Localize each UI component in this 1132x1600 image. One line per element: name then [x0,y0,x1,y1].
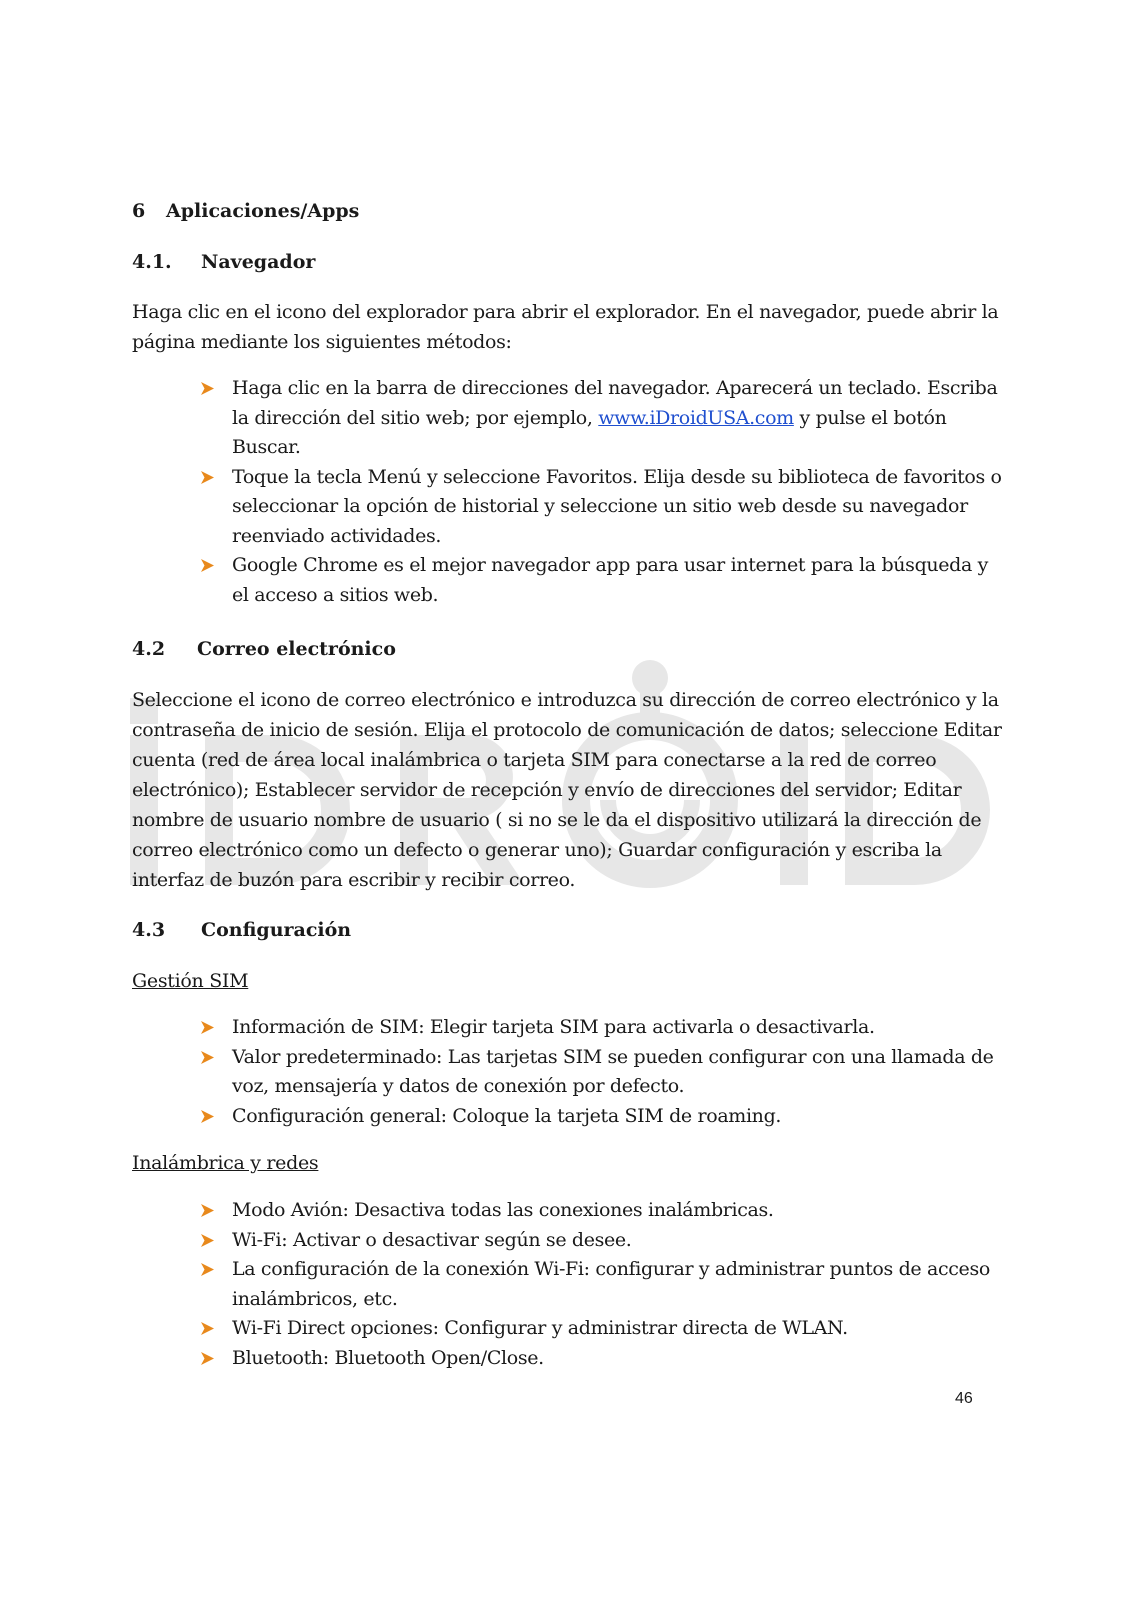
list-item [200,1043,1010,1102]
gestion-sim-subheading: Gestión SIM [132,970,249,992]
bullet-text: Wi-Fi: Activar o desactivar según se desee. [232,1228,632,1251]
navegador-bullet-list [200,374,1010,610]
idroidusa-link[interactable]: www.iDroidUSA.com [598,406,794,429]
section-4-2-number: 4.2 [132,638,166,660]
section-6-number: 6 [132,200,146,222]
arrow-bullet-icon [200,1203,215,1218]
bullet-text: Toque la tecla Menú y seleccione Favoritos. Elija desde su biblioteca de favoritos o seleccionar la opción de historial y seleccione un sitio web desde su navegador reenviado actividades. [232,465,1002,547]
section-4-2-heading [132,637,1002,661]
section-6-title: Aplicaciones/Apps [166,200,360,222]
section-4-2-title: Correo electrónico [197,638,396,660]
section-4-3-heading [132,918,1002,942]
list-item [200,1013,1010,1043]
list-item [200,1314,1010,1344]
bullet-text-before-link: Haga clic en la barra de direcciones del navegador. Aparecerá un teclado. Escriba la dirección del sitio web; por ejemplo, [232,377,998,429]
list-item [200,551,1010,610]
section-4-1-heading [132,250,1002,274]
arrow-bullet-icon [200,1233,215,1248]
bullet-text: Google Chrome es el mejor navegador app para usar internet para la búsqueda y el acceso a sitios web. [232,554,989,606]
section-4-1-title: Navegador [201,251,316,273]
arrow-bullet-icon [200,1109,215,1124]
section-4-1-number: 4.1. [132,251,172,273]
bullet-text: Información de SIM: Elegir tarjeta SIM para activarla o desactivarla. [232,1016,875,1038]
arrow-bullet-icon [200,1050,215,1065]
list-item [200,1102,1010,1132]
correo-paragraph: Seleccione el icono de correo electrónico e introduzca su dirección de correo electrónico y la contraseña de inicio de sesión. Elija el protocolo de comunicación de datos; seleccione Editar cuenta (red de área local inalámbrica o tarjeta SIM para conectarse a la red de correo electrónico); Establecer servidor de recepción y envío de direcciones del servidor; Editar nombre de usuario nombre de usuario ( si no se le da el dispositivo utilizará la dirección de correo electrónico como un defecto o generar uno); Guardar configuración y escriba la interfaz de buzón para escribir y recibir correo. [132,689,1002,891]
section-4-3-title: Configuración [201,919,352,941]
arrow-bullet-icon [200,1351,215,1366]
inalambrica-subheading: Inalámbrica y redes [132,1152,319,1174]
arrow-bullet-icon [200,470,215,485]
list-item [200,1255,1010,1314]
list-item [200,1226,1010,1256]
bullet-text: Modo Avión: Desactiva todas las conexiones inalámbricas. [232,1199,774,1221]
section-6-heading [132,199,1002,223]
page-number: 46 [955,1390,973,1407]
bullet-text: Bluetooth: Bluetooth Open/Close. [232,1346,544,1369]
bullet-text-after-link: y pulse el botón Buscar. [232,406,947,458]
bullet-text: Configuración general: Coloque la tarjeta SIM de roaming. [232,1104,782,1127]
list-item [200,1196,1010,1226]
bullet-text: Wi-Fi Direct opciones: Configurar y administrar directa de WLAN. [232,1317,848,1339]
list-item [200,463,1010,552]
arrow-bullet-icon [200,381,215,396]
arrow-bullet-icon [200,1020,215,1035]
wireless-bullet-list [200,1196,1010,1373]
list-item [200,374,1010,463]
navegador-intro-paragraph: Haga clic en el icono del explorador para abrir el explorador. En el navegador, puede abrir la página mediante los siguientes métodos: [132,301,999,353]
arrow-bullet-icon [200,1262,215,1277]
arrow-bullet-icon [200,558,215,573]
bullet-text: La configuración de la conexión Wi-Fi: configurar y administrar puntos de acceso inalámbricos, etc. [232,1258,990,1310]
sim-bullet-list [200,1013,1010,1131]
list-item [200,1344,1010,1374]
arrow-bullet-icon [200,1321,215,1336]
bullet-text: Valor predeterminado: Las tarjetas SIM se pueden configurar con una llamada de voz, mensajería y datos de conexión por defecto. [232,1045,994,1097]
section-4-3-number: 4.3 [132,919,166,941]
